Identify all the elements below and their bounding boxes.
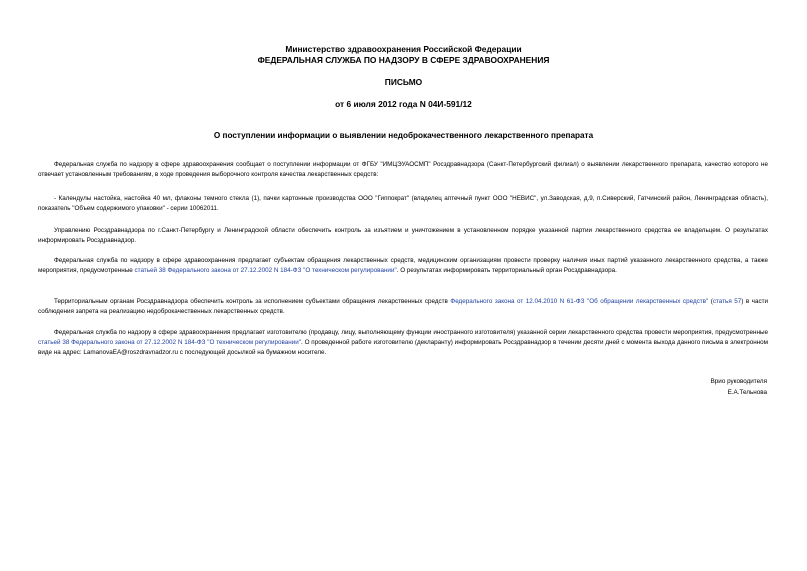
paragraph-2: - Календулы настойка, настойка 40 мл, флаконы темного стекла (1), пачки картонные производства ООО "Гиппократ" (владелец аптечный пункт ООО "НЕВИС", ул.Заводская, д.9, п.Сиверский, Гатчинский район, Ленинградская область), показатель "Объем содержимого упаковки" - серии 10062011. [38,195,768,212]
signatory-position: Врио руководителя [710,378,767,385]
paragraph-4 [38,256,768,276]
paragraph-6-text-b: . О проведенной работе изготовителю (декларанту) информировать Росздравнадзор в течении десяти дней с момента выхода данного письма в электронном виде на адрес: LamanovaEA@roszdravnadzor.ru с последующей досылкой на бумажном носителе. [38,339,768,356]
law-184-article-38-link-2[interactable]: статьей 38 Федерального закона от 27.12.2002 N 184-ФЗ "О техническом регулировании" [38,339,301,346]
document-type: ПИСЬМО [384,77,423,87]
law-184-article-38-link[interactable]: статьей 38 Федерального закона от 27.12.2002 N 184-ФЗ "О техническом регулировании" [134,267,397,274]
paragraph-1: Федеральная служба по надзору в сфере здравоохранения сообщает о поступлении информации от ФГБУ "ИМЦЭУАОСМП" Росздравнадзора (Санкт-Петербургский филиал) о выявлении лекарственного препарата, качество которого не отвечает установленным требованиям, в ходе проведения выборочного контроля качества лекарственных средств: [38,161,768,178]
service-heading: ФЕДЕРАЛЬНАЯ СЛУЖБА ПО НАДЗОРУ В СФЕРЕ ЗДРАВООХРАНЕНИЯ [257,55,550,65]
paragraph-3: Управлению Росздравнадзора по г.Санкт-Петербургу и Ленинградской области обеспечить контроль за изъятием и уничтожением в установленном порядке указанной партии лекарственного средства ее владельцем. О результатах информировать Росздравнадзор. [38,227,768,244]
paragraph-5-text-a: Территориальным органам Росздравнадзора обеспечить контроль за исполнением субъектами обращения лекарственных средств [54,298,451,305]
law-61-link[interactable]: Федерального закона от 12.04.2010 N 61-ФЗ "Об обращении лекарственных средств" [450,298,709,305]
paragraph-6 [38,328,768,358]
signatory-name: Е.А.Тельнова [727,389,767,396]
paragraph-5 [38,297,768,317]
paragraph-4-text-b: . О результатах информировать территориальный орган Росздравнадзора. [396,267,617,274]
article-57-link[interactable]: статья 57 [712,298,742,305]
ministry-heading: Министерство здравоохранения Российской Федерации [285,44,522,54]
document-subject: О поступлении информации о выявлении недоброкачественного лекарственного препарата [213,131,594,140]
paragraph-5-text-c: ) в части соблюдения запрета на реализацию недоброкачественных лекарственных средств. [38,298,768,315]
paragraph-4-text-a: Федеральная служба по надзору в сфере здравоохранения предлагает субъектам обращения лекарственных средств, медицинским организациям провести проверку наличия иных партий указанного лекарственного средства, а также мероприятия, предусмотренные [38,257,768,274]
document-date-number: от 6 июля 2012 года N 04И-591/12 [335,99,472,109]
paragraph-6-text-a: Федеральная служба по надзору в сфере здравоохранения предлагает изготовителю (продавцу, лицу, выполняющему функции иностранного изготовителя) указанной серии лекарственного средства провести мероприятия, предусмотренные [54,329,768,336]
paragraph-5-text-b: ( [708,298,713,305]
